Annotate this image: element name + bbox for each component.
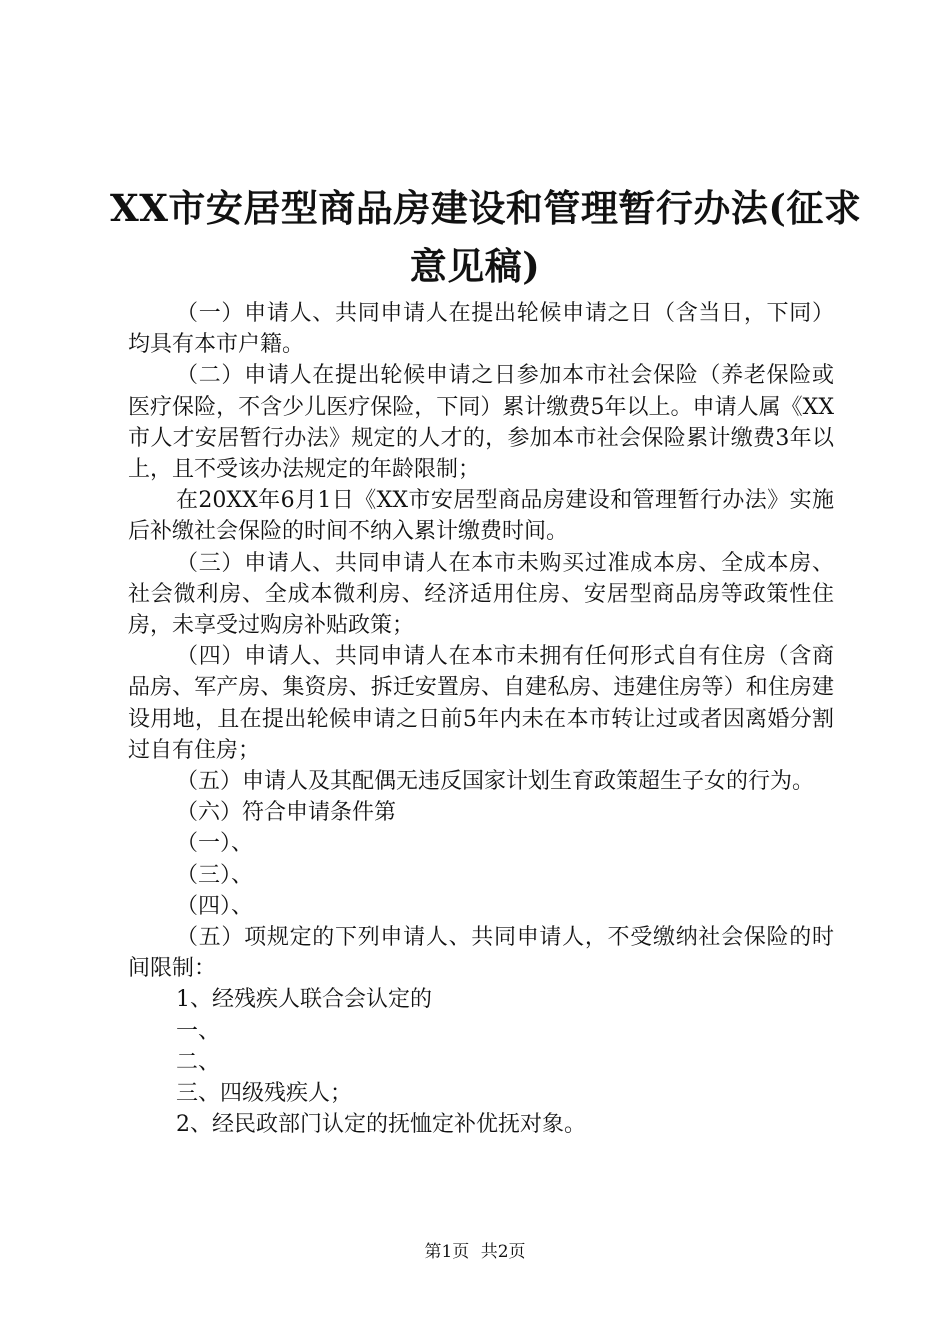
- paragraph-4: （三）申请人、共同申请人在本市未购买过准成本房、全成本房、社会微利房、全成本微利房、经济适用住房、安居型商品房等政策性住房，未享受过购房补贴政策；: [128, 550, 834, 639]
- page-total: 共2页: [480, 1242, 526, 1262]
- paragraph-8: （一）、: [176, 831, 254, 857]
- paragraph-5: （四）申请人、共同申请人在本市未拥有任何形式自有住房（含商品房、军产房、集资房、拆迁安置房、自建私房、违建住房等）和住房建设用地，且在提出轮候申请之日前5年内未在本市转让过或者因离婚分割过自有住房；: [128, 644, 834, 763]
- paragraph-16: 2、经民政部门认定的抚恤定补优抚对象。: [176, 1112, 586, 1138]
- paragraph-11: （五）项规定的下列申请人、共同申请人，不受缴纳社会保险的时间限制：: [128, 925, 834, 982]
- paragraph-2: （二）申请人在提出轮候申请之日参加本市社会保险（养老保险或医疗保险，不含少儿医疗保险，下同）累计缴费5年以上。申请人属《XX市人才安居暂行办法》规定的人才的，参加本市社会保险累计缴费3年以上，且不受该办法规定的年龄限制；: [128, 363, 834, 483]
- paragraph-12: 1、经残疾人联合会认定的: [176, 987, 432, 1013]
- document-title-line-1: XX市安居型商品房建设和管理暂行办法(征求: [110, 186, 862, 230]
- paragraph-7: （六）符合申请条件第: [176, 800, 397, 826]
- paragraph-9: （三）、: [176, 862, 254, 888]
- paragraph-10: （四）、: [176, 893, 254, 919]
- document-title-line-2: 意见稿): [409, 244, 541, 288]
- page-footer: [0, 1241, 950, 1263]
- paragraph-13: 一、: [176, 1018, 221, 1044]
- paragraph-6: （五）申请人及其配偶无违反国家计划生育政策超生子女的行为。: [176, 769, 815, 795]
- paragraph-14: 二、: [176, 1049, 221, 1075]
- paragraph-1: （一）申请人、共同申请人在提出轮候申请之日（含当日，下同）均具有本市户籍。: [128, 301, 834, 358]
- page-number: 第1页: [424, 1242, 470, 1262]
- paragraph-15: 三、四级残疾人；: [176, 1081, 353, 1107]
- paragraph-3: 在20XX年6月1日《XX市安居型商品房建设和管理暂行办法》实施后补缴社会保险的时间不纳入累计缴费时间。: [128, 488, 834, 545]
- document-body: [128, 298, 834, 1140]
